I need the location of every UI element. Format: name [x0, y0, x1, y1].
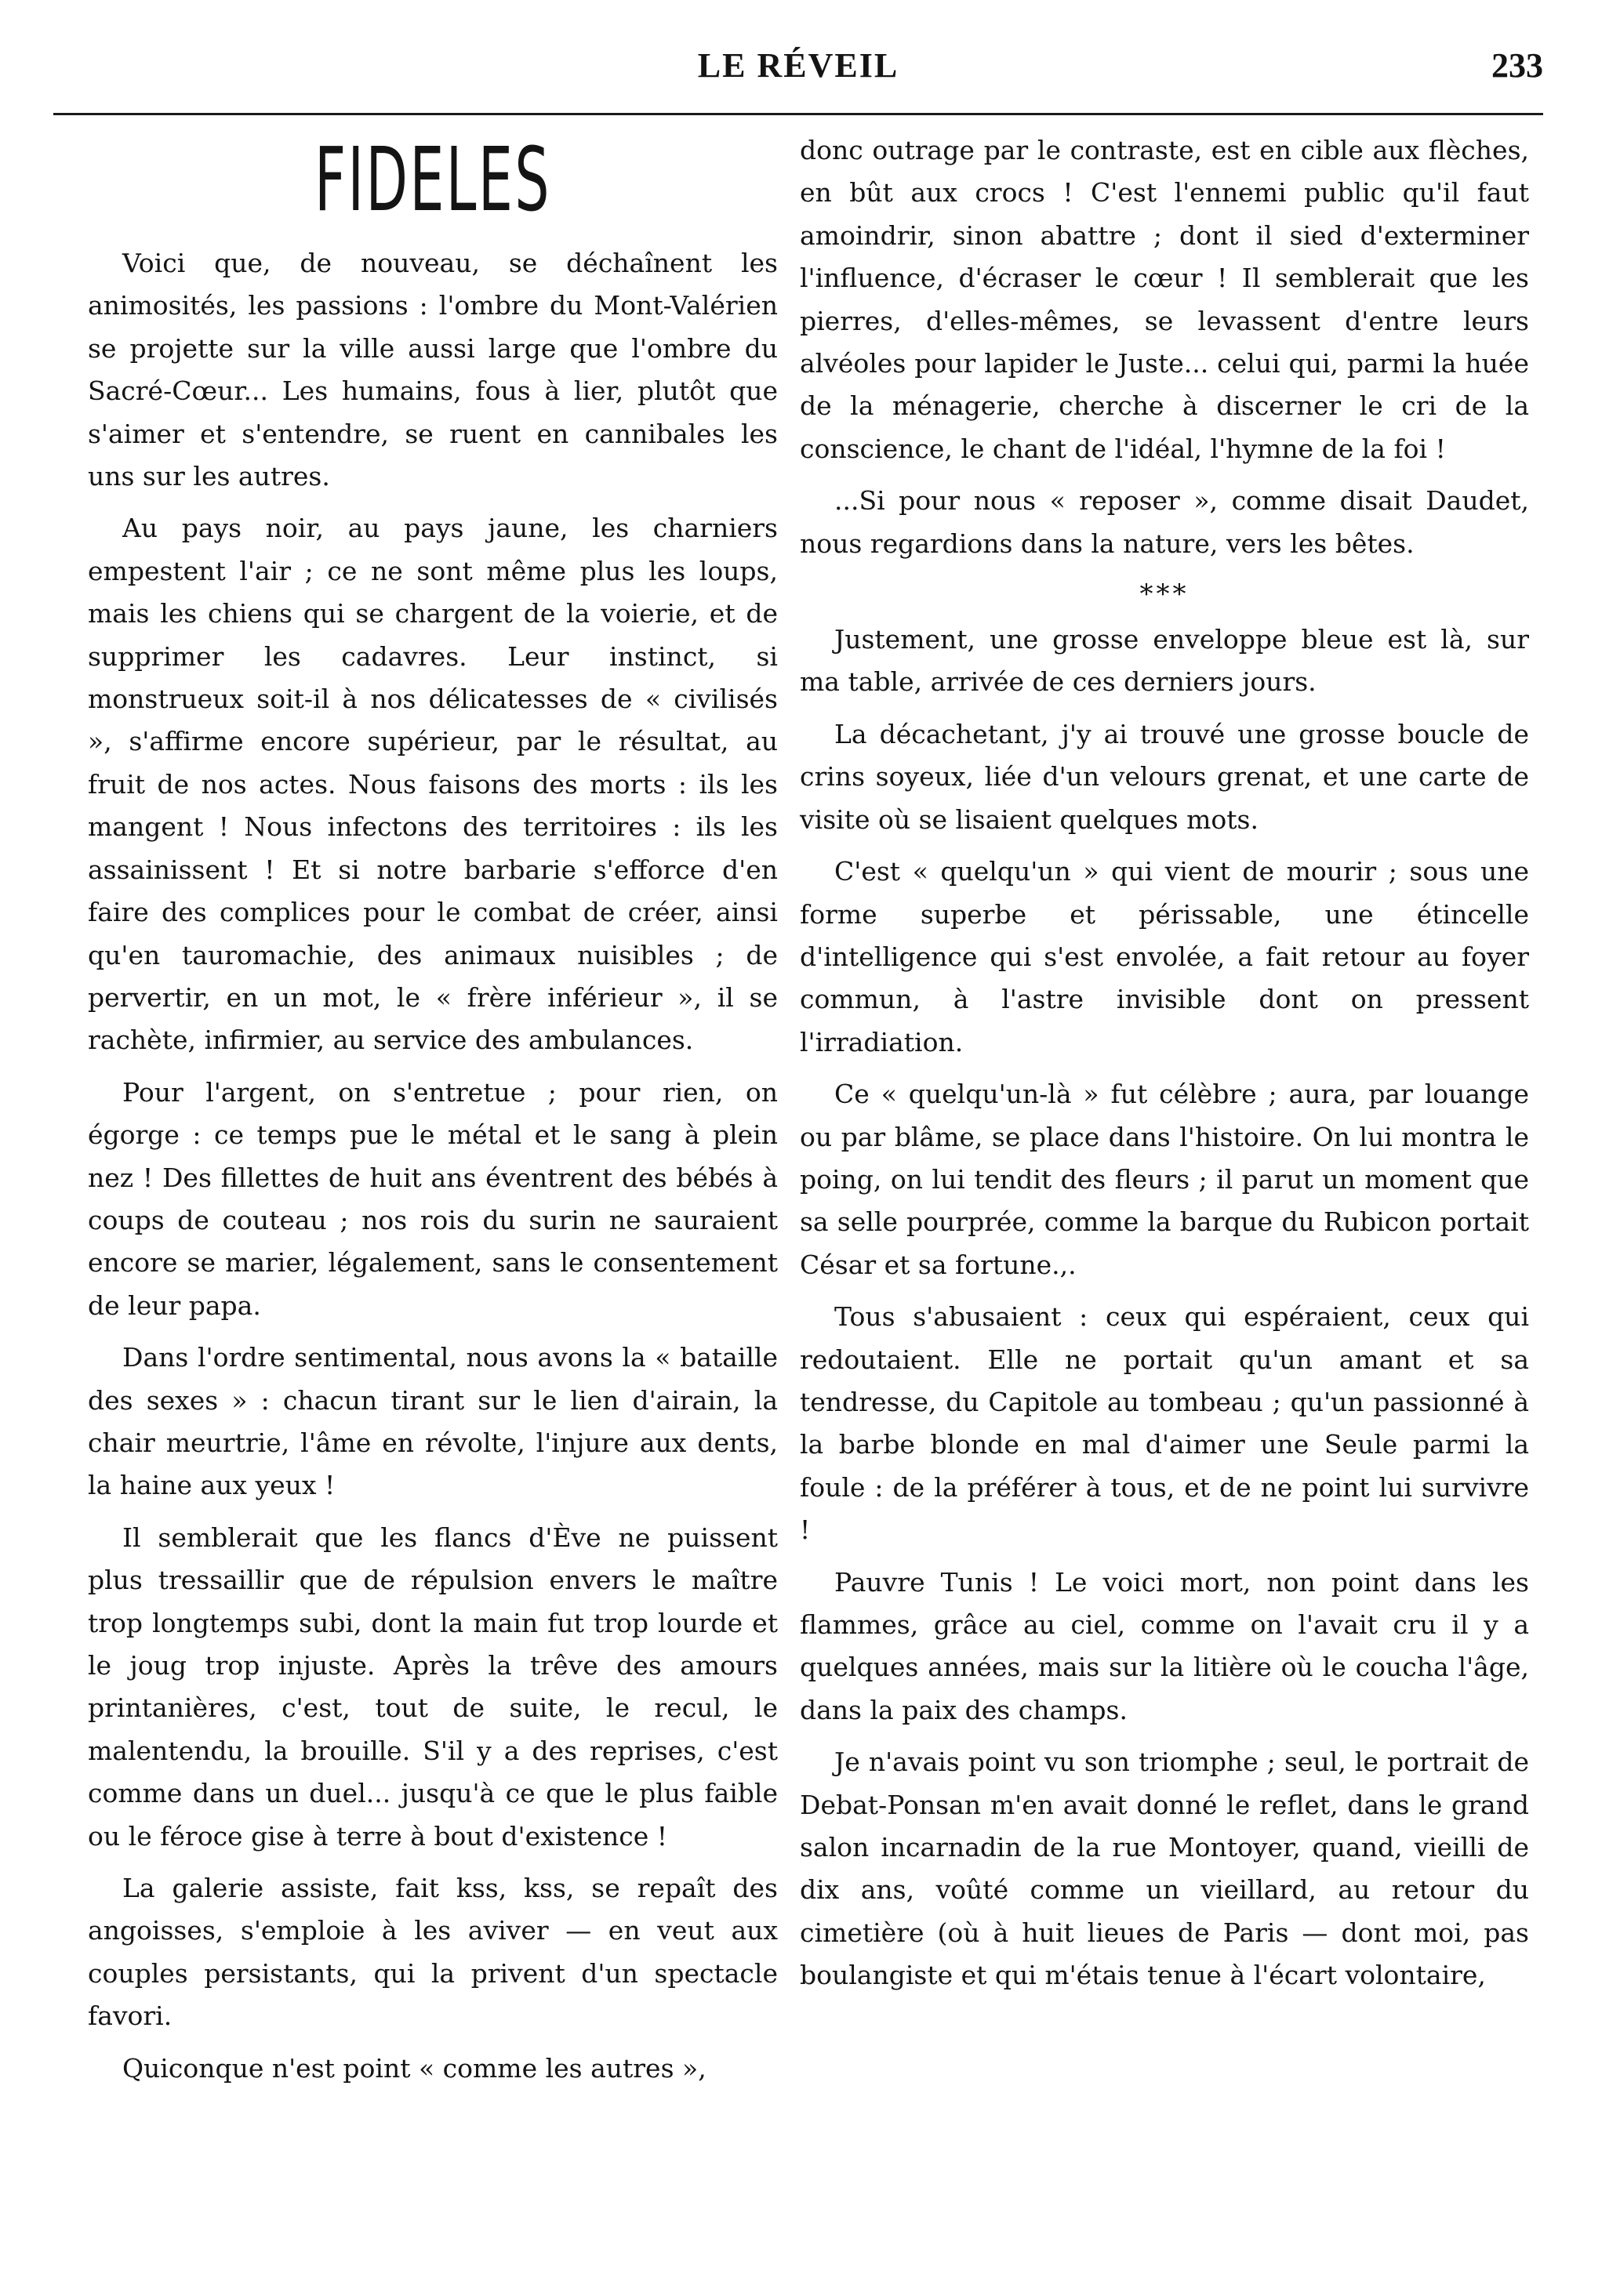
right-column [800, 129, 1529, 2007]
paragraph: Quiconque n'est point « comme les autres », [122, 2052, 706, 2084]
paragraph: Tous s'abusaient : ceux qui espéraient, ceux qui redoutaient. Elle ne portait qu'un amant et sa tendresse, du Capitole au tombeau ; qu'un passionné à la barbe blonde en mal d'aimer une Seule parmi la foule : de la préférer à tous, et de ne point lui survivre ! [800, 1301, 1529, 1546]
paragraph: Justement, une grosse enveloppe bleue est là, sur ma table, arrivée de ces derniers jours. [800, 624, 1529, 698]
paragraph: ...Si pour nous « reposer », comme disait Daudet, nous regardions dans la nature, vers les bêtes. [800, 485, 1529, 559]
page-number: 233 [1491, 46, 1543, 85]
paragraph: Je n'avais point vu son triomphe ; seul, le portrait de Debat-Ponsan m'en avait donné le reflet, dans le grand salon incarnadin de la rue Montoyer, quand, vieilli de dix ans, voûté comme un vieillard, au retour du cimetière (où à huit lieues de Paris — dont moi, pas boulangiste et qui m'étais tenue à l'écart volontaire, [800, 1746, 1529, 1991]
paragraph: C'est « quelqu'un » qui vient de mourir ; sous une forme superbe et périssable, une étincelle d'intelligence qui s'est envolée, a fait retour au foyer commun, à l'astre invisible dont on pressent l'irradiation. [800, 856, 1529, 1057]
paragraph: Au pays noir, au pays jaune, les charniers empestent l'air ; ce ne sont même plus les loups, mais les chiens qui se chargent de la voierie, et de supprimer les cadavres. Leur instinct, si monstrueux soit-il à nos délicatesses de « civilisés », s'affirme encore supérieur, par le résultat, au fruit de nos actes. Nous faisons des morts : ils les mangent ! Nous infectons des territoires : ils les assainissent ! Et si notre barbarie s'efforce d'en faire des complices pour le combat de créer, ainsi qu'en tauromachie, des animaux nuisibles ; de pervertir, en un mot, le « frère inférieur », il se rachète, infirmier, au service des ambulances. [88, 513, 778, 1056]
page-header [53, 45, 1543, 92]
left-column [88, 122, 778, 2099]
paragraph: Dans l'ordre sentimental, nous avons la « bataille des sexes » : chacun tirant sur le lien d'airain, la chair meurtrie, l'âme en révolte, l'injure aux dents, la haine aux yeux ! [88, 1342, 778, 1501]
paragraph: Il semblerait que les flancs d'Ève ne puissent plus tressaillir que de répulsion envers le maître trop longtemps subi, dont la main fut trop lourde et le joug trop injuste. Après la trêve des amours printanières, c'est, tout de suite, le recul, le malentendu, la brouille. S'il y a des reprises, c'est comme dans un duel... jusqu'à ce que le plus faible ou le féroce gise à terre à bout d'existence ! [88, 1522, 778, 1852]
paragraph: Pauvre Tunis ! Le voici mort, non point dans les flammes, grâce au ciel, comme on l'avait cru il y a quelques années, mais sur la litière où le coucha l'âge, dans la paix des champs. [800, 1566, 1529, 1725]
section-separator: *** [1139, 579, 1190, 611]
paragraph: La galerie assiste, fait kss, kss, se repaît des angoisses, s'emploie à les aviver — en veut aux couples persistants, qui la privent d'un spectacle favori. [88, 1873, 778, 2032]
paragraph: Ce « quelqu'un-là » fut célèbre ; aura, par louange ou par blâme, se place dans l'histoire. On lui montra le poing, on lui tendit des fleurs ; il parut un moment que sa selle pourprée, comme la barque du Rubicon portait César et sa fortune.,. [800, 1079, 1529, 1280]
article-title: FIDELES [314, 129, 551, 231]
running-title: LE RÉVEIL [697, 46, 899, 85]
header-rule [53, 113, 1543, 115]
paragraph-continued: donc outrage par le contraste, est en cible aux flèches, en bût aux crocs ! C'est l'ennemi public qu'il faut amoindrir, sinon abattre ; dont il sied d'exterminer l'influence, d'écraser le cœur ! Il semblerait que les pierres, d'elles-mêmes, se levassent d'entre leurs alvéoles pour lapider le Juste... celui qui, parmi la huée de la ménagerie, cherche à discerner le cri de la conscience, le chant de l'idéal, l'hymne de la foi ! [800, 135, 1529, 464]
paragraph: La décachetant, j'y ai trouvé une grosse boucle de crins soyeux, liée d'un velours grenat, et une carte de visite où se lisaient quelques mots. [800, 718, 1529, 835]
paragraph: Voici que, de nouveau, se déchaînent les animosités, les passions : l'ombre du Mont-Valérien se projette sur la ville aussi large que l'ombre du Sacré-Cœur... Les humains, fous à lier, plutôt que s'aimer et s'entendre, se ruent en cannibales les uns sur les autres. [88, 248, 778, 492]
paragraph: Pour l'argent, on s'entretue ; pour rien, on égorge : ce temps pue le métal et le sang à plein nez ! Des fillettes de huit ans éventrent des bébés à coups de couteau ; nos rois du surin ne sauraient encore se marier, légalement, sans le consentement de leur papa. [88, 1076, 778, 1321]
